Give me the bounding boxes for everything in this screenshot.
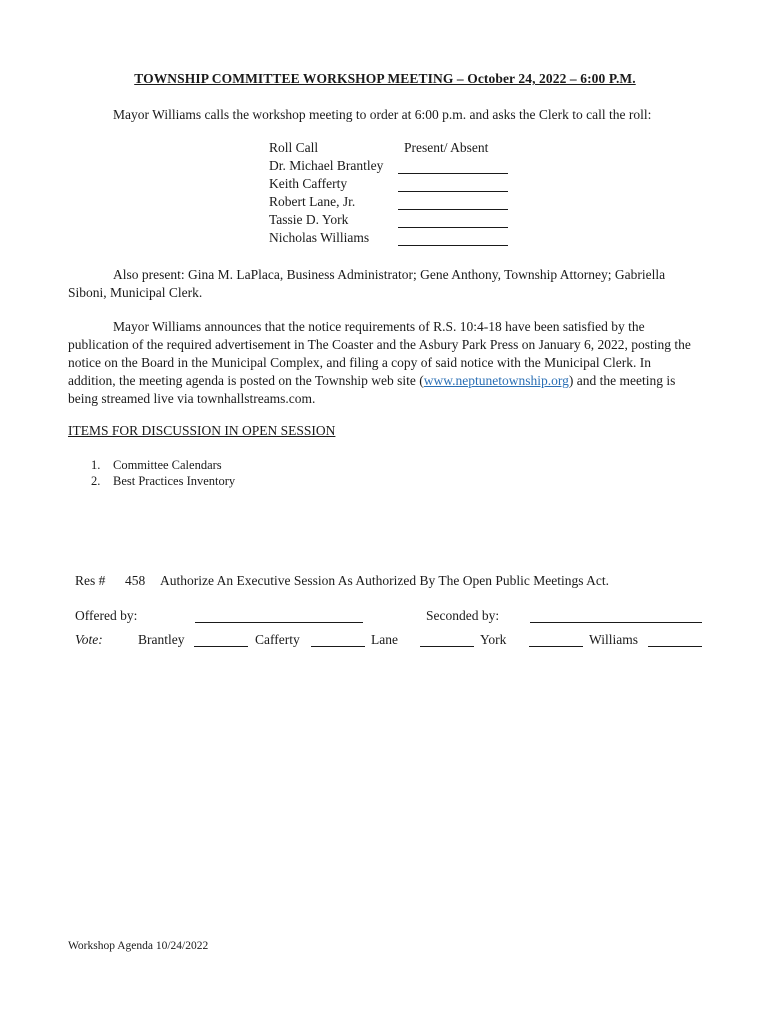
roll-blank-line [398,209,508,210]
notice-text-after: ) and the meeting is being streamed live via townhallstreams.com. [68,373,676,406]
vote-line [529,646,583,647]
vote-label: Vote: [75,632,103,647]
roll-member: Robert Lane, Jr. [269,194,356,209]
township-website-link[interactable]: www.neptunetownship.org [423,373,569,388]
list-item-number: 2. [91,474,101,488]
resolution-number: 458 [125,573,146,588]
voter-name: Brantley [138,632,185,647]
also-present-paragraph [68,266,698,302]
notice-text-before: Mayor Williams announces that the notice requirements of R.S. 10:4-18 have been satisfied by the publication of the required advertisement in The Coaster and the Asbury Park Press on January 6, 2022, posting the notice on the Board in the Municipal Complex, and filing a copy of said notice with the Municipal Clerk. In addition, the meeting agenda is posted on the Township web site ( [68,319,691,388]
vote-line [648,646,702,647]
offered-by-label: Offered by: [75,608,138,623]
list-item: Best Practices Inventory [113,474,236,488]
call-to-order: Mayor Williams calls the workshop meeting to order at 6:00 p.m. and asks the Clerk to call the roll: [113,107,652,122]
list-item: Committee Calendars [113,458,222,472]
discussion-heading: ITEMS FOR DISCUSSION IN OPEN SESSION [68,423,336,438]
page-title: TOWNSHIP COMMITTEE WORKSHOP MEETING – October 24, 2022 – 6:00 P.M. [134,71,636,86]
vote-line [311,646,365,647]
seconded-by-line [530,622,702,623]
also-present-text: Also present: Gina M. LaPlaca, Business Administrator; Gene Anthony, Township Attorney; Gabriella Siboni, Municipal Clerk. [68,267,666,300]
page-footer: Workshop Agenda 10/24/2022 [68,940,209,952]
present-absent-header: Present/ Absent [404,140,489,155]
vote-line [194,646,248,647]
notice-paragraph [68,318,698,408]
roll-member: Tassie D. York [269,212,349,227]
roll-member: Keith Cafferty [269,176,348,191]
offered-by-line [195,622,363,623]
voter-name: Cafferty [255,632,300,647]
vote-line [420,646,474,647]
roll-member: Nicholas Williams [269,230,370,245]
roll-blank-line [398,245,508,246]
resolution-label: Res # [75,573,106,588]
roll-blank-line [398,173,508,174]
seconded-by-label: Seconded by: [426,608,500,623]
voter-name: York [480,632,507,647]
resolution-text: Authorize An Executive Session As Authorized By The Open Public Meetings Act. [160,573,609,588]
roll-blank-line [398,191,508,192]
roll-blank-line [398,227,508,228]
voter-name: Lane [371,632,398,647]
roll-call-header: Roll Call [269,140,319,155]
roll-member: Dr. Michael Brantley [269,158,384,173]
voter-name: Williams [589,632,638,647]
list-item-number: 1. [91,458,101,472]
